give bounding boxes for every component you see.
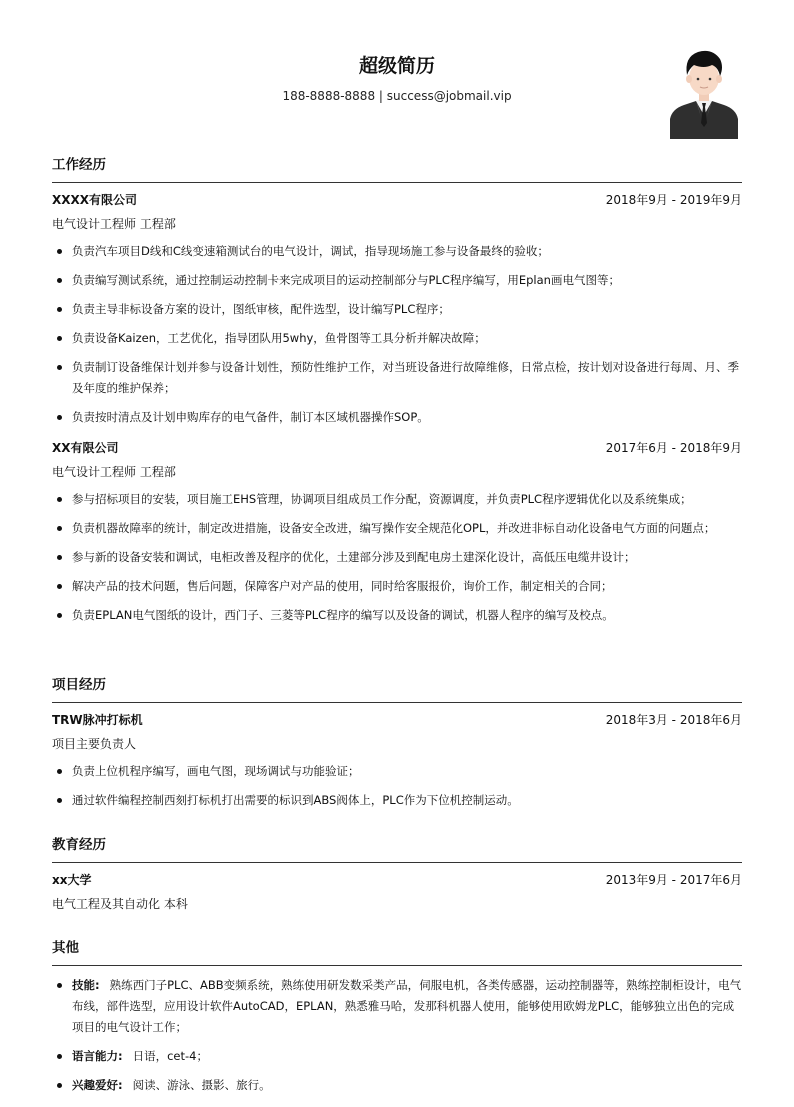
duty-list — [52, 761, 742, 811]
project-experience-section — [52, 676, 742, 819]
work-entry-2 — [52, 440, 742, 634]
resume-name: 超级简历 — [358, 55, 435, 77]
section-title-other: 其他 — [52, 939, 742, 966]
project-role: 项目主要负责人 — [52, 737, 137, 751]
entry-header — [52, 192, 742, 208]
date-range: 2013年9月 - 2017年6月 — [605, 873, 742, 887]
duty-item: 负责EPLAN电气图纸的设计，西门子、三菱等PLC程序的编写以及设备的调试，机器人程序的编写及校点。 — [52, 605, 742, 626]
duty-list — [52, 489, 742, 626]
other-item-hobbies — [52, 1075, 742, 1096]
work-entry — [52, 192, 742, 428]
company-name: XXXX有限公司 — [52, 193, 138, 207]
resume-page — [52, 0, 742, 1092]
duty-item: 参与招标项目的安装，项目施工EHS管理，协调项目组成员工作分配，资源调度，并负责PLC程序逻辑优化以及系统集成； — [52, 489, 742, 510]
education-entry — [52, 872, 742, 912]
entry-header — [52, 440, 742, 456]
role-department: 电气设计工程师 工程部 — [52, 465, 176, 479]
duty-list — [52, 241, 742, 428]
duty-item: 负责设备Kaizen，工艺优化，指导团队用5why，鱼骨图等工具分析并解决故障； — [52, 328, 742, 349]
resume-header — [52, 0, 742, 150]
duty-item: 解决产品的技术问题，售后问题，保障客户对产品的使用，同时给客服报价，询价工作，制定相关的合同； — [52, 576, 742, 597]
avatar-photo — [668, 45, 740, 139]
duty-item: 负责主导非标设备方案的设计，图纸审核，配件选型，设计编写PLC程序； — [52, 299, 742, 320]
other-item-skills — [52, 975, 742, 1038]
item-text: 阅读、游泳、摄影、旅行。 — [132, 1078, 271, 1092]
company-name: XX有限公司 — [52, 441, 119, 455]
role-department: 电气设计工程师 工程部 — [52, 217, 176, 231]
other-list — [52, 975, 742, 1096]
project-name: TRW脉冲打标机 — [52, 713, 143, 727]
entry-header — [52, 872, 742, 888]
duty-item: 负责机器故障率的统计，制定改进措施，设备安全改进，编写操作安全规范化OPL，并改进非标自动化设备电气方面的问题点； — [52, 518, 742, 539]
date-range: 2017年6月 - 2018年9月 — [605, 441, 742, 455]
section-title-work: 工作经历 — [52, 156, 742, 183]
duty-item: 负责上位机程序编写，画电气图，现场调试与功能验证； — [52, 761, 742, 782]
date-range: 2018年9月 - 2019年9月 — [605, 193, 742, 207]
duty-item: 负责编写测试系统，通过控制运动控制卡来完成项目的运动控制部分与PLC程序编写，用Eplan画电气图等； — [52, 270, 742, 291]
duty-item: 负责按时清点及计划申购库存的电气备件，制订本区域机器操作SOP。 — [52, 407, 742, 428]
duty-item: 负责汽车项目D线和C线变速箱测试台的电气设计，调试，指导现场施工参与设备最终的验收； — [52, 241, 742, 262]
major-degree: 电气工程及其自动化 本科 — [52, 897, 188, 911]
item-text: 日语，cet-4； — [132, 1049, 208, 1063]
item-label: 技能: — [72, 978, 100, 992]
duty-item: 负责制订设备维保计划并参与设备计划性，预防性维护工作，对当班设备进行故障维修，日常点检，按计划对设备进行每周、月、季及年度的维护保养； — [52, 357, 742, 399]
project-entry — [52, 712, 742, 811]
entry-header — [52, 712, 742, 728]
section-title-education: 教育经历 — [52, 836, 742, 863]
work-entry — [52, 440, 742, 626]
other-section — [52, 939, 742, 1104]
section-title-project: 项目经历 — [52, 676, 742, 703]
contact-info: 188-8888-8888 | success@jobmail.vip — [282, 89, 512, 103]
date-range: 2018年3月 - 2018年6月 — [605, 713, 742, 727]
item-text: 熟练西门子PLC、ABB变频系统，熟练使用研发数采类产品，伺服电机，各类传感器，运动控制器等，熟练控制柜设计，电气布线，部件选型，应用设计软件AutoCAD，EPLAN，熟悉雅马哈，发那科机器人使用，能够使用欧姆龙PLC，能够独立出色的完成项目的电气设计工作； — [72, 978, 742, 1034]
duty-item: 参与新的设备安装和调试，电柜改善及程序的优化，土建部分涉及到配电房土建深化设计，高低压电缆井设计； — [52, 547, 742, 568]
school-name: xx大学 — [52, 873, 92, 887]
education-section — [52, 836, 742, 921]
item-label: 语言能力: — [72, 1049, 123, 1063]
item-label: 兴趣爱好: — [72, 1078, 123, 1092]
other-item-language — [52, 1046, 742, 1067]
duty-item: 通过软件编程控制西刻打标机打出需要的标识到ABS阀体上，PLC作为下位机控制运动。 — [52, 790, 742, 811]
work-experience-section — [52, 156, 742, 436]
